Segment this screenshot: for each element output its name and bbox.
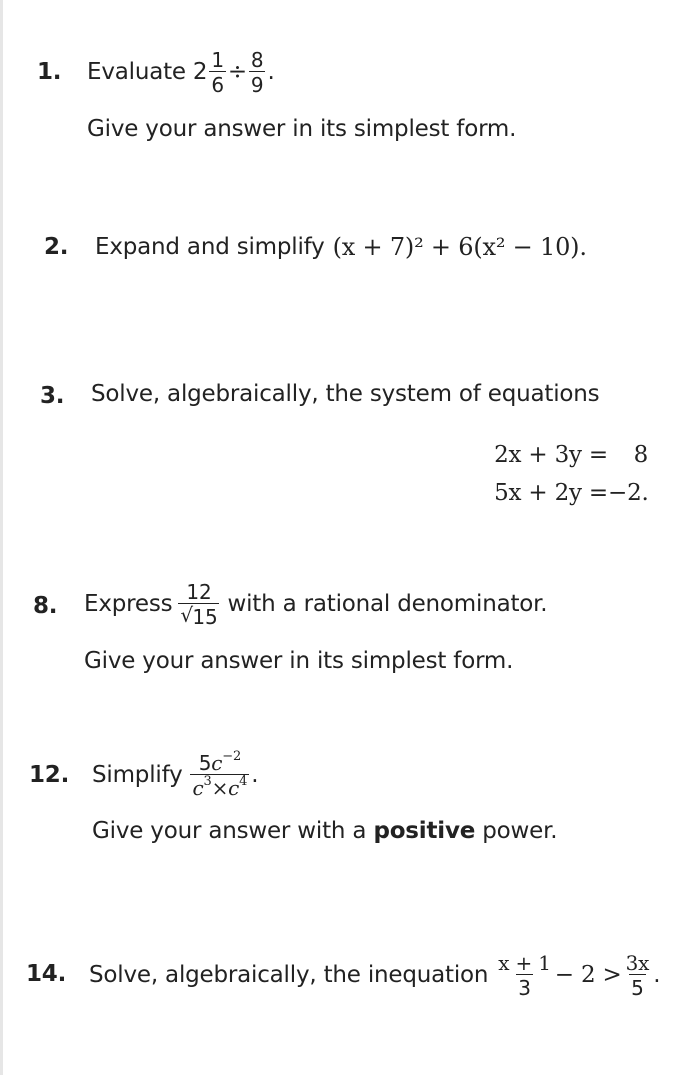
equation-right: 8 (633, 441, 648, 468)
fraction-numerator: x + 1 (498, 950, 551, 975)
equation-row (478, 436, 648, 474)
equation-system (478, 436, 648, 512)
question-instruction (92, 820, 557, 843)
fraction-numerator (197, 748, 243, 775)
equation-left: 2x + 3y = (494, 441, 608, 468)
exponent: 4 (239, 773, 248, 789)
times-symbol: × (211, 775, 229, 800)
instruction-text: power. (482, 818, 558, 844)
question-label: Solve, algebraically, the inequation (89, 961, 489, 988)
question-text (89, 945, 660, 1005)
question-number: 12. (29, 762, 70, 788)
fraction-1 (496, 950, 552, 1000)
inequality-middle: − 2 > (554, 961, 622, 988)
question-instruction: Give your answer in its simplest form. (84, 648, 514, 674)
page-left-border (0, 0, 3, 1075)
instruction-bold: positive (373, 818, 476, 844)
fraction-numerator: 1 (211, 47, 224, 72)
question-number: 8. (33, 593, 58, 619)
variable: c (211, 750, 223, 775)
mixed-number-whole: 2 (192, 58, 208, 85)
fraction-denominator (178, 603, 219, 627)
fraction (190, 748, 249, 800)
question-instruction: Give your answer in its simplest form. (87, 116, 517, 142)
question-text (84, 572, 547, 636)
fraction-numerator: 12 (186, 579, 212, 604)
question-text (95, 226, 587, 268)
fraction-denominator (190, 774, 249, 798)
question-label: Simplify (92, 761, 183, 788)
question-number: 14. (26, 961, 67, 987)
exponent: −2 (222, 748, 242, 764)
radical-sign: √ (180, 602, 193, 627)
fraction-2 (624, 950, 652, 1000)
exponent: 3 (203, 773, 212, 789)
divide-symbol: ÷ (227, 58, 247, 85)
fraction-1 (209, 47, 226, 97)
fraction-denominator: 9 (250, 72, 264, 97)
question-label: Solve, algebraically, the system of equations (91, 381, 600, 407)
period: . (653, 961, 661, 988)
question-text (92, 738, 258, 812)
equation-right: −2. (608, 479, 649, 506)
question-number: 3. (40, 383, 65, 409)
instruction-text: Give your answer with a (92, 818, 367, 844)
fraction (178, 579, 219, 629)
question-label: Expand and simplify (95, 233, 325, 260)
period: . (251, 761, 259, 788)
question-label: Express (84, 590, 173, 617)
fraction-denominator: 5 (631, 975, 644, 1000)
question-number: 1. (37, 59, 62, 85)
fraction-denominator: 3 (518, 975, 531, 1000)
expression: (x + 7)² + 6(x² − 10). (332, 233, 587, 261)
variable: c (228, 775, 240, 800)
coefficient: 5 (198, 750, 212, 775)
question-tail: with a rational denominator. (227, 590, 548, 617)
fraction-denominator: 6 (211, 72, 224, 97)
question-text (87, 44, 275, 100)
variable: c (192, 775, 204, 800)
question-label: Evaluate (87, 58, 186, 85)
question-number: 2. (44, 234, 69, 260)
period: . (267, 58, 275, 85)
equation-row (478, 474, 648, 512)
fraction-numerator: 3x (625, 950, 650, 975)
fraction-numerator: 8 (250, 47, 264, 72)
radicand: 15 (192, 604, 218, 629)
square-root (180, 602, 218, 629)
fraction-2 (249, 47, 266, 97)
equation-left: 5x + 2y = (494, 479, 608, 506)
